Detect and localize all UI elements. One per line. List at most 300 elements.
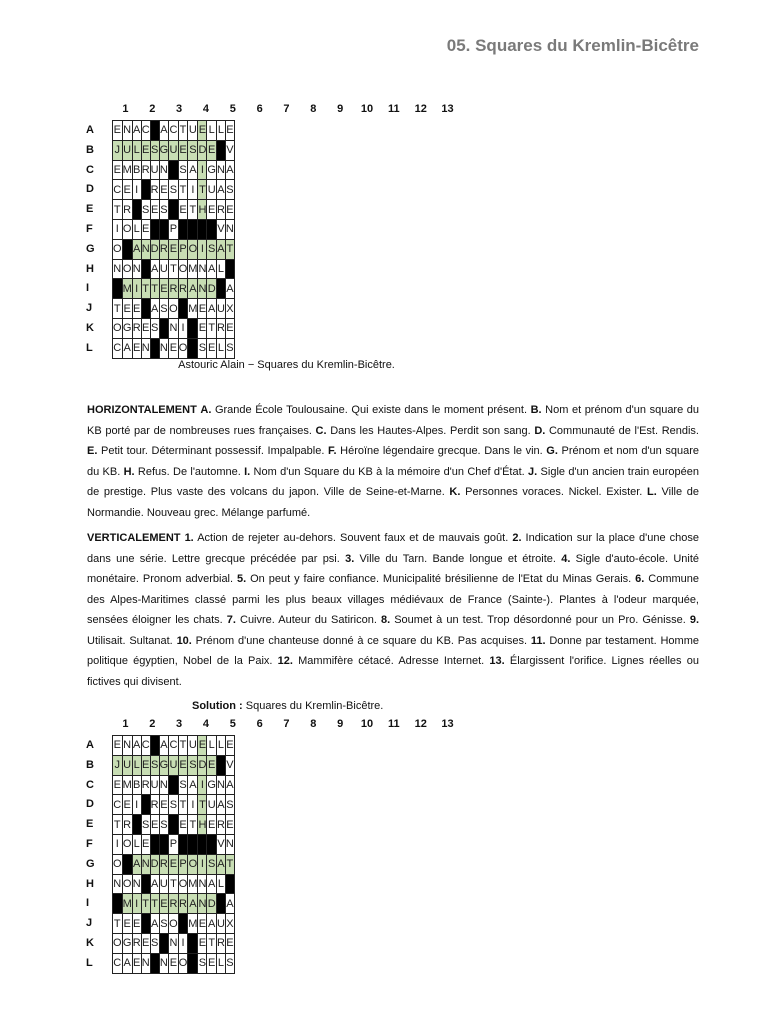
grid-cell: E <box>225 318 234 338</box>
grid-cell: E <box>150 815 159 835</box>
black-square <box>141 914 150 934</box>
grid-cell: N <box>159 953 169 973</box>
grid-cell: N <box>169 933 179 953</box>
grid-cell: A <box>216 854 225 874</box>
grid-cell: O <box>178 953 188 973</box>
grid-cell: I <box>132 180 141 200</box>
black-square <box>150 121 159 141</box>
grid-cell: N <box>122 121 132 141</box>
black-square <box>113 279 123 299</box>
grid-cell: U <box>188 736 198 756</box>
grid-cell: V <box>216 219 225 239</box>
grid-cell: B <box>132 160 141 180</box>
grid-cell: I <box>178 933 188 953</box>
clue-key: I. <box>240 465 251 478</box>
grid-cell: R <box>169 279 179 299</box>
grid-cell: U <box>159 259 169 279</box>
grid-cell: R <box>132 318 141 338</box>
grid-cell: U <box>169 755 179 775</box>
grid-cell: L <box>216 338 225 358</box>
grid-cell: E <box>198 299 207 319</box>
grid-cell: R <box>216 200 225 220</box>
row-letter: J <box>86 917 93 930</box>
grid-row <box>113 894 235 914</box>
grid-row <box>113 338 235 358</box>
grid-cell: O <box>188 239 198 259</box>
grid-cell: H <box>198 815 207 835</box>
grid-cell: E <box>198 121 207 141</box>
black-square <box>159 318 169 338</box>
grid-cell: S <box>188 140 198 160</box>
column-number: 9 <box>337 103 344 115</box>
grid-cell: E <box>178 140 188 160</box>
grid-cell: E <box>207 815 217 835</box>
column-number: 5 <box>229 103 236 115</box>
grid-cell: E <box>132 338 141 358</box>
grid-cell: E <box>207 140 217 160</box>
grid-cell: T <box>178 121 188 141</box>
row-letter: H <box>86 877 94 890</box>
grid-cell: S <box>150 318 159 338</box>
grid-cell: E <box>132 299 141 319</box>
grid-row <box>113 736 235 756</box>
grid-cell: T <box>113 815 123 835</box>
black-square <box>141 180 150 200</box>
grid-cell: I <box>113 219 123 239</box>
grid-cell: S <box>225 180 234 200</box>
grid-cell: I <box>198 775 207 795</box>
clue-key: 4. <box>555 552 571 565</box>
grid-cell: N <box>159 775 169 795</box>
grid-cell: S <box>169 795 179 815</box>
black-square <box>225 259 234 279</box>
grid-cell: G <box>122 933 132 953</box>
black-square <box>159 834 169 854</box>
grid-cell: E <box>132 953 141 973</box>
grid-cell: D <box>198 755 207 775</box>
grid-cell: A <box>150 874 159 894</box>
row-letter: E <box>86 818 94 831</box>
grid-cell: N <box>216 775 225 795</box>
grid-cell: D <box>207 279 217 299</box>
grid-cell: P <box>169 834 179 854</box>
grid-cell: U <box>159 874 169 894</box>
grid-cell: C <box>113 953 123 973</box>
clue-text: Soumet à un test. Trop désordonné pour un Pro. Génisse. <box>390 614 686 626</box>
grid-cell: A <box>225 894 234 914</box>
grid-cell: A <box>207 259 217 279</box>
grid-cell: T <box>150 279 159 299</box>
clue-text: Personnes voraces. Nickel. Exister. <box>460 486 643 498</box>
grid-cell: E <box>141 219 150 239</box>
black-square <box>141 259 150 279</box>
grid-cell: A <box>150 914 159 934</box>
grid-cell: M <box>188 914 198 934</box>
grid-cell: E <box>178 200 188 220</box>
black-square <box>188 318 198 338</box>
grid-cell: M <box>122 160 132 180</box>
grid-cell: T <box>150 894 159 914</box>
row-letter: C <box>86 778 94 791</box>
clue-text: Cuivre. Auteur du Satiricon. <box>235 614 377 626</box>
black-square <box>188 834 198 854</box>
grid-row <box>113 259 235 279</box>
grid-cell: A <box>207 914 217 934</box>
clue-text: Mammifère cétacé. Adresse Internet. <box>292 655 485 667</box>
clue-key: L. <box>642 486 657 498</box>
grid-cell: H <box>198 200 207 220</box>
grid-cell: N <box>122 736 132 756</box>
column-number: 13 <box>441 103 454 115</box>
grid-cell: R <box>150 180 159 200</box>
clue-key: J. <box>524 465 538 478</box>
grid-cell: O <box>178 874 188 894</box>
grid-cell: E <box>141 140 150 160</box>
grid-cell: E <box>141 755 150 775</box>
row-letter: I <box>86 897 90 910</box>
grid-cell: E <box>122 914 132 934</box>
grid-cell: E <box>225 200 234 220</box>
page-title: 05. Squares du Kremlin-Bicêtre <box>446 36 699 55</box>
grid-cell: T <box>178 736 188 756</box>
grid-cell: N <box>225 834 234 854</box>
horizontal-label: HORIZONTALEMENT <box>87 404 197 416</box>
black-square <box>216 755 225 775</box>
horizontal-clues <box>87 400 699 523</box>
clue-key: F. <box>324 445 337 457</box>
row-letter: E <box>86 203 94 216</box>
grid-cell: I <box>188 795 198 815</box>
grid-row <box>113 279 235 299</box>
grid-cell: R <box>141 160 150 180</box>
grid-cell: A <box>216 180 225 200</box>
grid-cell: P <box>178 239 188 259</box>
grid-row <box>113 121 235 141</box>
grid-cell: O <box>122 219 132 239</box>
grid-cell: T <box>169 259 179 279</box>
grid-cell: E <box>198 736 207 756</box>
black-square <box>178 834 188 854</box>
grid-cell: E <box>207 200 217 220</box>
grid-cell: N <box>159 338 169 358</box>
grid-cell: R <box>159 854 169 874</box>
grid-cell: S <box>225 338 234 358</box>
clue-text: Dans les Hautes-Alpes. Perdit son sang. <box>326 424 531 437</box>
black-square <box>141 874 150 894</box>
grid-cell: A <box>225 160 234 180</box>
grid-row <box>113 933 235 953</box>
grid-cell: A <box>216 795 225 815</box>
black-square <box>207 834 217 854</box>
grid-cell: A <box>132 121 141 141</box>
grid-cell: S <box>225 953 234 973</box>
grid-cell: T <box>141 894 150 914</box>
grid-cell: U <box>150 160 159 180</box>
grid-cell: I <box>132 795 141 815</box>
clue-key: 11. <box>527 634 546 647</box>
clue-text: Communauté de l'Est. Rendis. <box>545 424 699 437</box>
column-number: 12 <box>414 718 427 730</box>
clue-key: 12. <box>272 655 293 667</box>
clue-text: Héroïne légendaire grecque. Dans le vin. <box>336 445 543 457</box>
grid-cell: R <box>216 815 225 835</box>
clue-key: H. <box>120 465 135 478</box>
grid-row <box>113 953 235 973</box>
clue-key: A. <box>200 404 212 416</box>
black-square <box>207 219 217 239</box>
solution-title <box>192 700 383 712</box>
grid-cell: A <box>132 854 141 874</box>
grid-cell: T <box>188 815 198 835</box>
grid-cell: U <box>188 121 198 141</box>
solution-subtitle: Squares du Kremlin-Bicêtre. <box>242 700 384 712</box>
black-square <box>132 200 141 220</box>
grid-cell: R <box>159 239 169 259</box>
grid-cell: N <box>216 160 225 180</box>
grid-cell: E <box>198 933 207 953</box>
vertical-clue-list <box>87 532 699 688</box>
grid-cell: E <box>122 180 132 200</box>
grid-cell: E <box>141 318 150 338</box>
grid-cell: A <box>122 338 132 358</box>
grid-cell: O <box>113 239 123 259</box>
grid-cell: O <box>169 299 179 319</box>
grid-cell: S <box>225 795 234 815</box>
column-number: 10 <box>360 718 374 730</box>
grid-cell: I <box>178 318 188 338</box>
grid-cell: E <box>132 914 141 934</box>
grid-cell: O <box>113 933 123 953</box>
grid-cell: M <box>188 259 198 279</box>
grid-cell: L <box>132 755 141 775</box>
black-square <box>141 795 150 815</box>
grid-cell: T <box>169 874 179 894</box>
grid-row <box>113 795 235 815</box>
column-number: 11 <box>388 718 400 730</box>
grid-cell: O <box>113 854 123 874</box>
grid-cell: S <box>159 815 169 835</box>
grid-row <box>113 914 235 934</box>
black-square <box>150 834 159 854</box>
grid-cell: L <box>216 953 225 973</box>
clue-key: 7. <box>222 614 236 626</box>
black-square <box>113 894 123 914</box>
grid-cell: R <box>216 318 225 338</box>
grid-cell: T <box>207 318 217 338</box>
grid-cell: E <box>225 736 234 756</box>
clue-key: G. <box>542 445 558 457</box>
grid-row <box>113 318 235 338</box>
grid-cell: G <box>122 318 132 338</box>
clue-key: D. <box>530 424 546 437</box>
black-square <box>132 815 141 835</box>
column-number: 13 <box>441 718 454 730</box>
grid-cell: A <box>225 279 234 299</box>
grid-cell: G <box>207 160 217 180</box>
grid-cell: E <box>225 933 234 953</box>
column-number: 2 <box>149 103 156 115</box>
grid-cell: N <box>198 874 207 894</box>
column-number: 6 <box>256 718 263 730</box>
row-letter: I <box>86 282 90 295</box>
black-square <box>159 933 169 953</box>
grid-cell: A <box>225 775 234 795</box>
grid-cell: X <box>225 914 234 934</box>
clue-text: Ville de Normandie. Nouveau grec. Mélange parfumé. <box>87 486 699 519</box>
grid-cell: E <box>198 914 207 934</box>
grid-cell: E <box>141 834 150 854</box>
grid-cell: T <box>188 200 198 220</box>
grid-cell: A <box>207 299 217 319</box>
clue-text: Refus. De l'automne. <box>134 465 241 478</box>
grid-cell: T <box>113 914 123 934</box>
grid-cell: L <box>132 834 141 854</box>
grid-cell: C <box>169 121 179 141</box>
grid-cell: E <box>207 755 217 775</box>
grid-cell: P <box>169 219 179 239</box>
grid-cell: E <box>169 854 179 874</box>
grid-cell: T <box>198 795 207 815</box>
grid-cell: M <box>188 874 198 894</box>
grid-cell: S <box>141 200 150 220</box>
grid-cell: E <box>169 953 179 973</box>
grid-cell: U <box>216 299 225 319</box>
grid-cell: E <box>150 200 159 220</box>
grid-cell: A <box>132 736 141 756</box>
column-headers <box>112 103 461 115</box>
grid-cell: N <box>225 219 234 239</box>
column-number: 10 <box>360 103 374 115</box>
clue-key: 13. <box>484 655 505 667</box>
grid-row <box>113 834 235 854</box>
grid-cell: A <box>188 160 198 180</box>
clue-text: On peut y faire confiance. Municipalité brésilienne de l'Etat du Minas Gerais. <box>246 573 632 585</box>
grid-cell: R <box>178 894 188 914</box>
column-number: 8 <box>310 103 317 115</box>
grid-cell: R <box>169 894 179 914</box>
grid-row <box>113 200 235 220</box>
grid-cell: X <box>225 299 234 319</box>
grid-cell: E <box>122 299 132 319</box>
row-letter: J <box>86 302 93 315</box>
grid-row <box>113 815 235 835</box>
grid-cell: E <box>159 795 169 815</box>
grid-cell: S <box>207 854 217 874</box>
black-square <box>150 953 159 973</box>
column-number: 1 <box>122 718 129 730</box>
clue-text: Prénom d'une chanteuse donné à ce square du KB. Pas acquises. <box>191 634 528 647</box>
black-square <box>188 338 198 358</box>
column-number: 3 <box>176 103 183 115</box>
clue-key: B. <box>527 404 542 416</box>
black-square <box>169 160 179 180</box>
clue-text: Sigle d'un ancien train européen de prestige. Plus vaste des volcans du japon. Ville de Seine-et-Marne. <box>87 465 700 498</box>
row-letter: B <box>86 143 94 156</box>
grid-cell: S <box>169 180 179 200</box>
grid-cell: C <box>141 736 150 756</box>
clue-key: 3. <box>339 552 355 565</box>
grid-cell: S <box>159 200 169 220</box>
grid-cell: S <box>159 299 169 319</box>
black-square <box>225 874 234 894</box>
row-letter: D <box>86 183 94 196</box>
grid-cell: S <box>159 914 169 934</box>
column-number: 7 <box>283 103 290 115</box>
grid-cell: S <box>198 338 207 358</box>
grid-cell: E <box>178 755 188 775</box>
grid-cell: S <box>178 775 188 795</box>
grid-cell: L <box>207 121 217 141</box>
grid-row <box>113 160 235 180</box>
grid-cell: E <box>178 815 188 835</box>
grid-cell: E <box>141 933 150 953</box>
grid-cell: C <box>113 338 123 358</box>
clue-text: Ville du Tarn. Bande longue et étroite. <box>354 552 556 565</box>
clue-text: Indication sur la place d'une chose dans une série. Lettre grecque précédée par psi. <box>87 532 699 565</box>
grid-row <box>113 299 235 319</box>
grid-cell: R <box>122 200 132 220</box>
grid-cell: S <box>150 755 159 775</box>
grid-cell: V <box>216 834 225 854</box>
grid-cell: N <box>198 894 207 914</box>
grid-row <box>113 874 235 894</box>
grid-cell: A <box>207 874 217 894</box>
grid-cell: S <box>150 933 159 953</box>
grid-cell: E <box>113 121 123 141</box>
grid-cell: E <box>207 953 217 973</box>
grid-cell: L <box>132 219 141 239</box>
grid-cell: D <box>207 894 217 914</box>
clue-text: Grande École Toulousaine. Qui existe dans le moment présent. <box>211 404 528 416</box>
grid-cell: L <box>207 736 217 756</box>
grid-cell: I <box>198 160 207 180</box>
grid-cell: G <box>159 755 169 775</box>
column-number: 7 <box>283 718 290 730</box>
clue-text: Utilisait. Sultanat. <box>87 634 173 647</box>
grid-cell: U <box>207 180 217 200</box>
grid-cell: E <box>159 180 169 200</box>
grid-table <box>112 735 235 974</box>
grid-cell: N <box>198 279 207 299</box>
grid-cell: O <box>113 318 123 338</box>
grid-caption: Astouric Alain − Squares du Kremlin-Bicêtre. <box>178 359 395 371</box>
column-number: 3 <box>176 718 183 730</box>
row-letter: D <box>86 798 94 811</box>
black-square <box>178 914 188 934</box>
grid-cell: E <box>207 338 217 358</box>
column-number: 4 <box>202 103 210 115</box>
grid-cell: N <box>198 259 207 279</box>
column-number: 4 <box>202 718 210 730</box>
black-square <box>150 219 159 239</box>
black-square <box>169 815 179 835</box>
grid-cell: N <box>159 160 169 180</box>
clue-key: 6. <box>631 573 645 585</box>
black-square <box>178 299 188 319</box>
grid-cell: V <box>225 140 234 160</box>
clue-key: E. <box>87 445 98 457</box>
grid-cell: N <box>113 874 123 894</box>
grid-cell: U <box>216 914 225 934</box>
clue-text: Nom d'un Square du KB à la mémoire d'un Chef d'État. <box>250 465 525 478</box>
grid-cell: S <box>178 160 188 180</box>
grid-cell: A <box>132 239 141 259</box>
grid-cell: I <box>198 239 207 259</box>
black-square <box>188 933 198 953</box>
grid-cell: R <box>141 775 150 795</box>
grid-cell: M <box>188 299 198 319</box>
grid-cell: A <box>159 121 169 141</box>
